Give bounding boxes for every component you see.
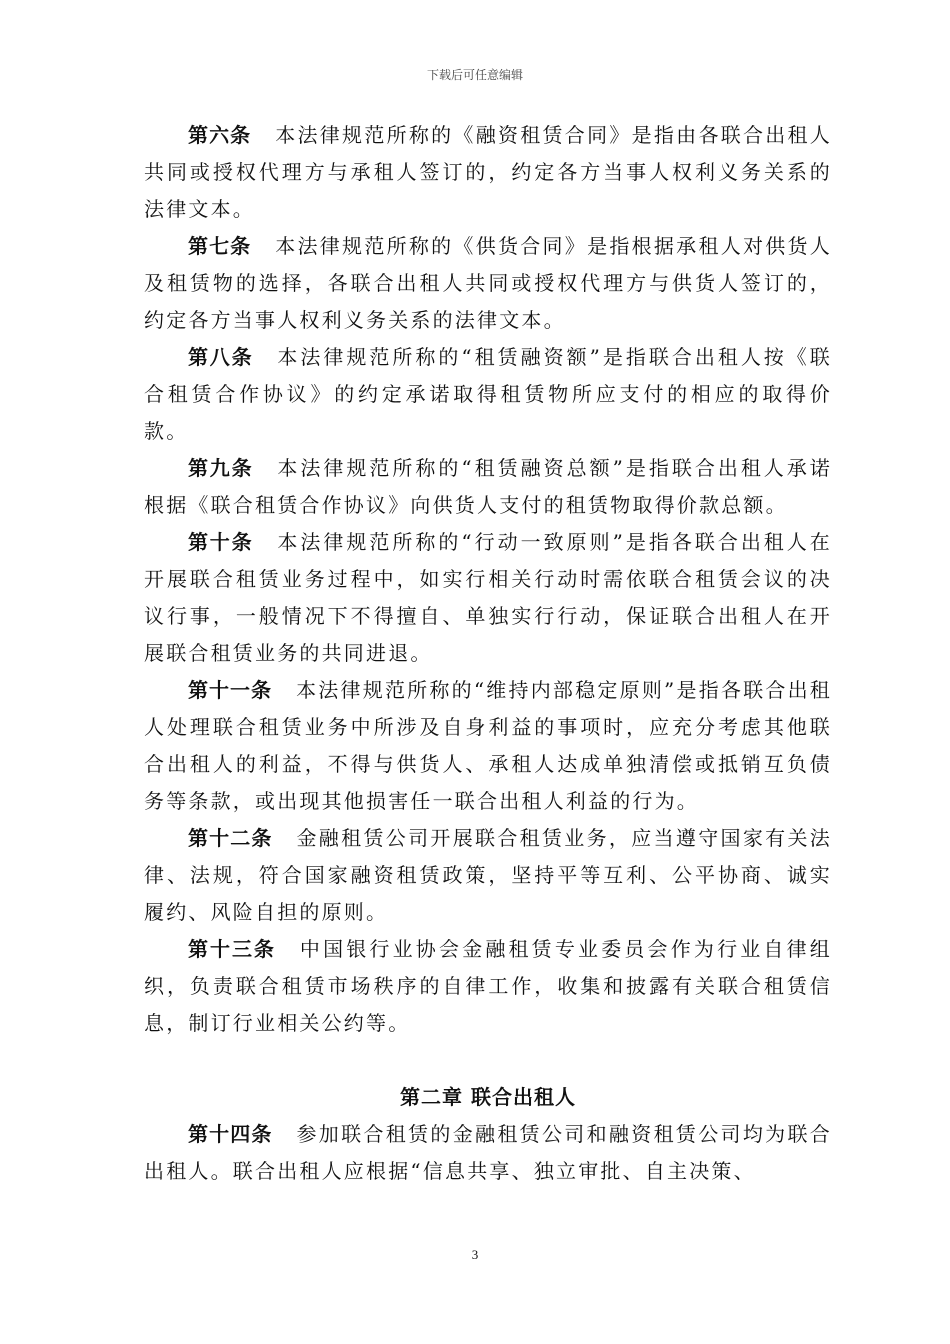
article-label: 第九条 <box>188 456 254 480</box>
article-text: 本法律规范所称的“租赁融资总额”是指联合出租人承诺根据《联合租赁合作协议》向供货人支付的租赁物取得价款总额。 <box>144 456 833 517</box>
article-label: 第八条 <box>188 345 254 369</box>
article-text: 本法律规范所称的《融资租赁合同》是指由各联合出租人共同或授权代理方与承租人签订的，约定各方当事人权利义务关系的法律文本。 <box>144 123 833 221</box>
article-11 <box>144 672 832 820</box>
article-text: 本法律规范所称的《供货合同》是指根据承租人对供货人及租赁物的选择，各联合出租人共同或授权代理方与供货人签订的，约定各方当事人权利义务关系的法律文本。 <box>144 234 833 332</box>
article-label: 第十条 <box>188 530 254 554</box>
chapter-title: 第二章 联合出租人 <box>400 1085 576 1109</box>
article-14 <box>144 1116 832 1190</box>
article-label: 第十四条 <box>188 1122 273 1146</box>
article-text: 金融租赁公司开展联合租赁业务，应当遵守国家有关法律、法规，符合国家融资租赁政策，坚持平等互利、公平协商、诚实履约、风险自担的原则。 <box>144 826 832 924</box>
article-label: 第十三条 <box>188 937 276 961</box>
article-6 <box>144 117 832 228</box>
article-text: 本法律规范所称的“维持内部稳定原则”是指各联合出租人处理联合租赁业务中所涉及自身利益的事项时，应充分考虑其他联合出租人的利益，不得与供货人、承租人达成单独清偿或抵销互负债务等条款，或出现其他损害任一联合出租人利益的行为。 <box>144 678 832 813</box>
page-header: 下载后可任意编辑 <box>426 68 523 82</box>
article-label: 第七条 <box>188 234 252 258</box>
article-label: 第六条 <box>188 123 252 147</box>
article-label: 第十二条 <box>188 826 273 850</box>
document-body <box>144 117 832 1190</box>
article-12 <box>144 820 832 931</box>
article-text: 本法律规范所称的“行动一致原则”是指各联合出租人在开展联合租赁业务过程中，如实行相关行动时需依联合租赁会议的决议行事，一般情况下不得擅自、单独实行行动，保证联合出租人在开展联合租赁业务的共同进退。 <box>144 530 833 665</box>
article-10 <box>144 524 832 672</box>
article-8 <box>144 339 832 450</box>
article-9 <box>144 450 832 524</box>
article-13 <box>144 931 832 1042</box>
article-text: 本法律规范所称的“租赁融资额”是指联合出租人按《联合租赁合作协议》的约定承诺取得租赁物所应支付的相应的取得价款。 <box>144 345 833 443</box>
page-number: 3 <box>471 1247 479 1262</box>
article-text: 参加联合租赁的金融租赁公司和融资租赁公司均为联合出租人。联合出租人应根据“信息共享、独立审批、自主决策、 <box>144 1122 832 1183</box>
article-text: 中国银行业协会金融租赁专业委员会作为行业自律组织，负责联合租赁市场秩序的自律工作，收集和披露有关联合租赁信息，制订行业相关公约等。 <box>144 937 832 1035</box>
article-label: 第十一条 <box>188 678 273 702</box>
article-7 <box>144 228 832 339</box>
